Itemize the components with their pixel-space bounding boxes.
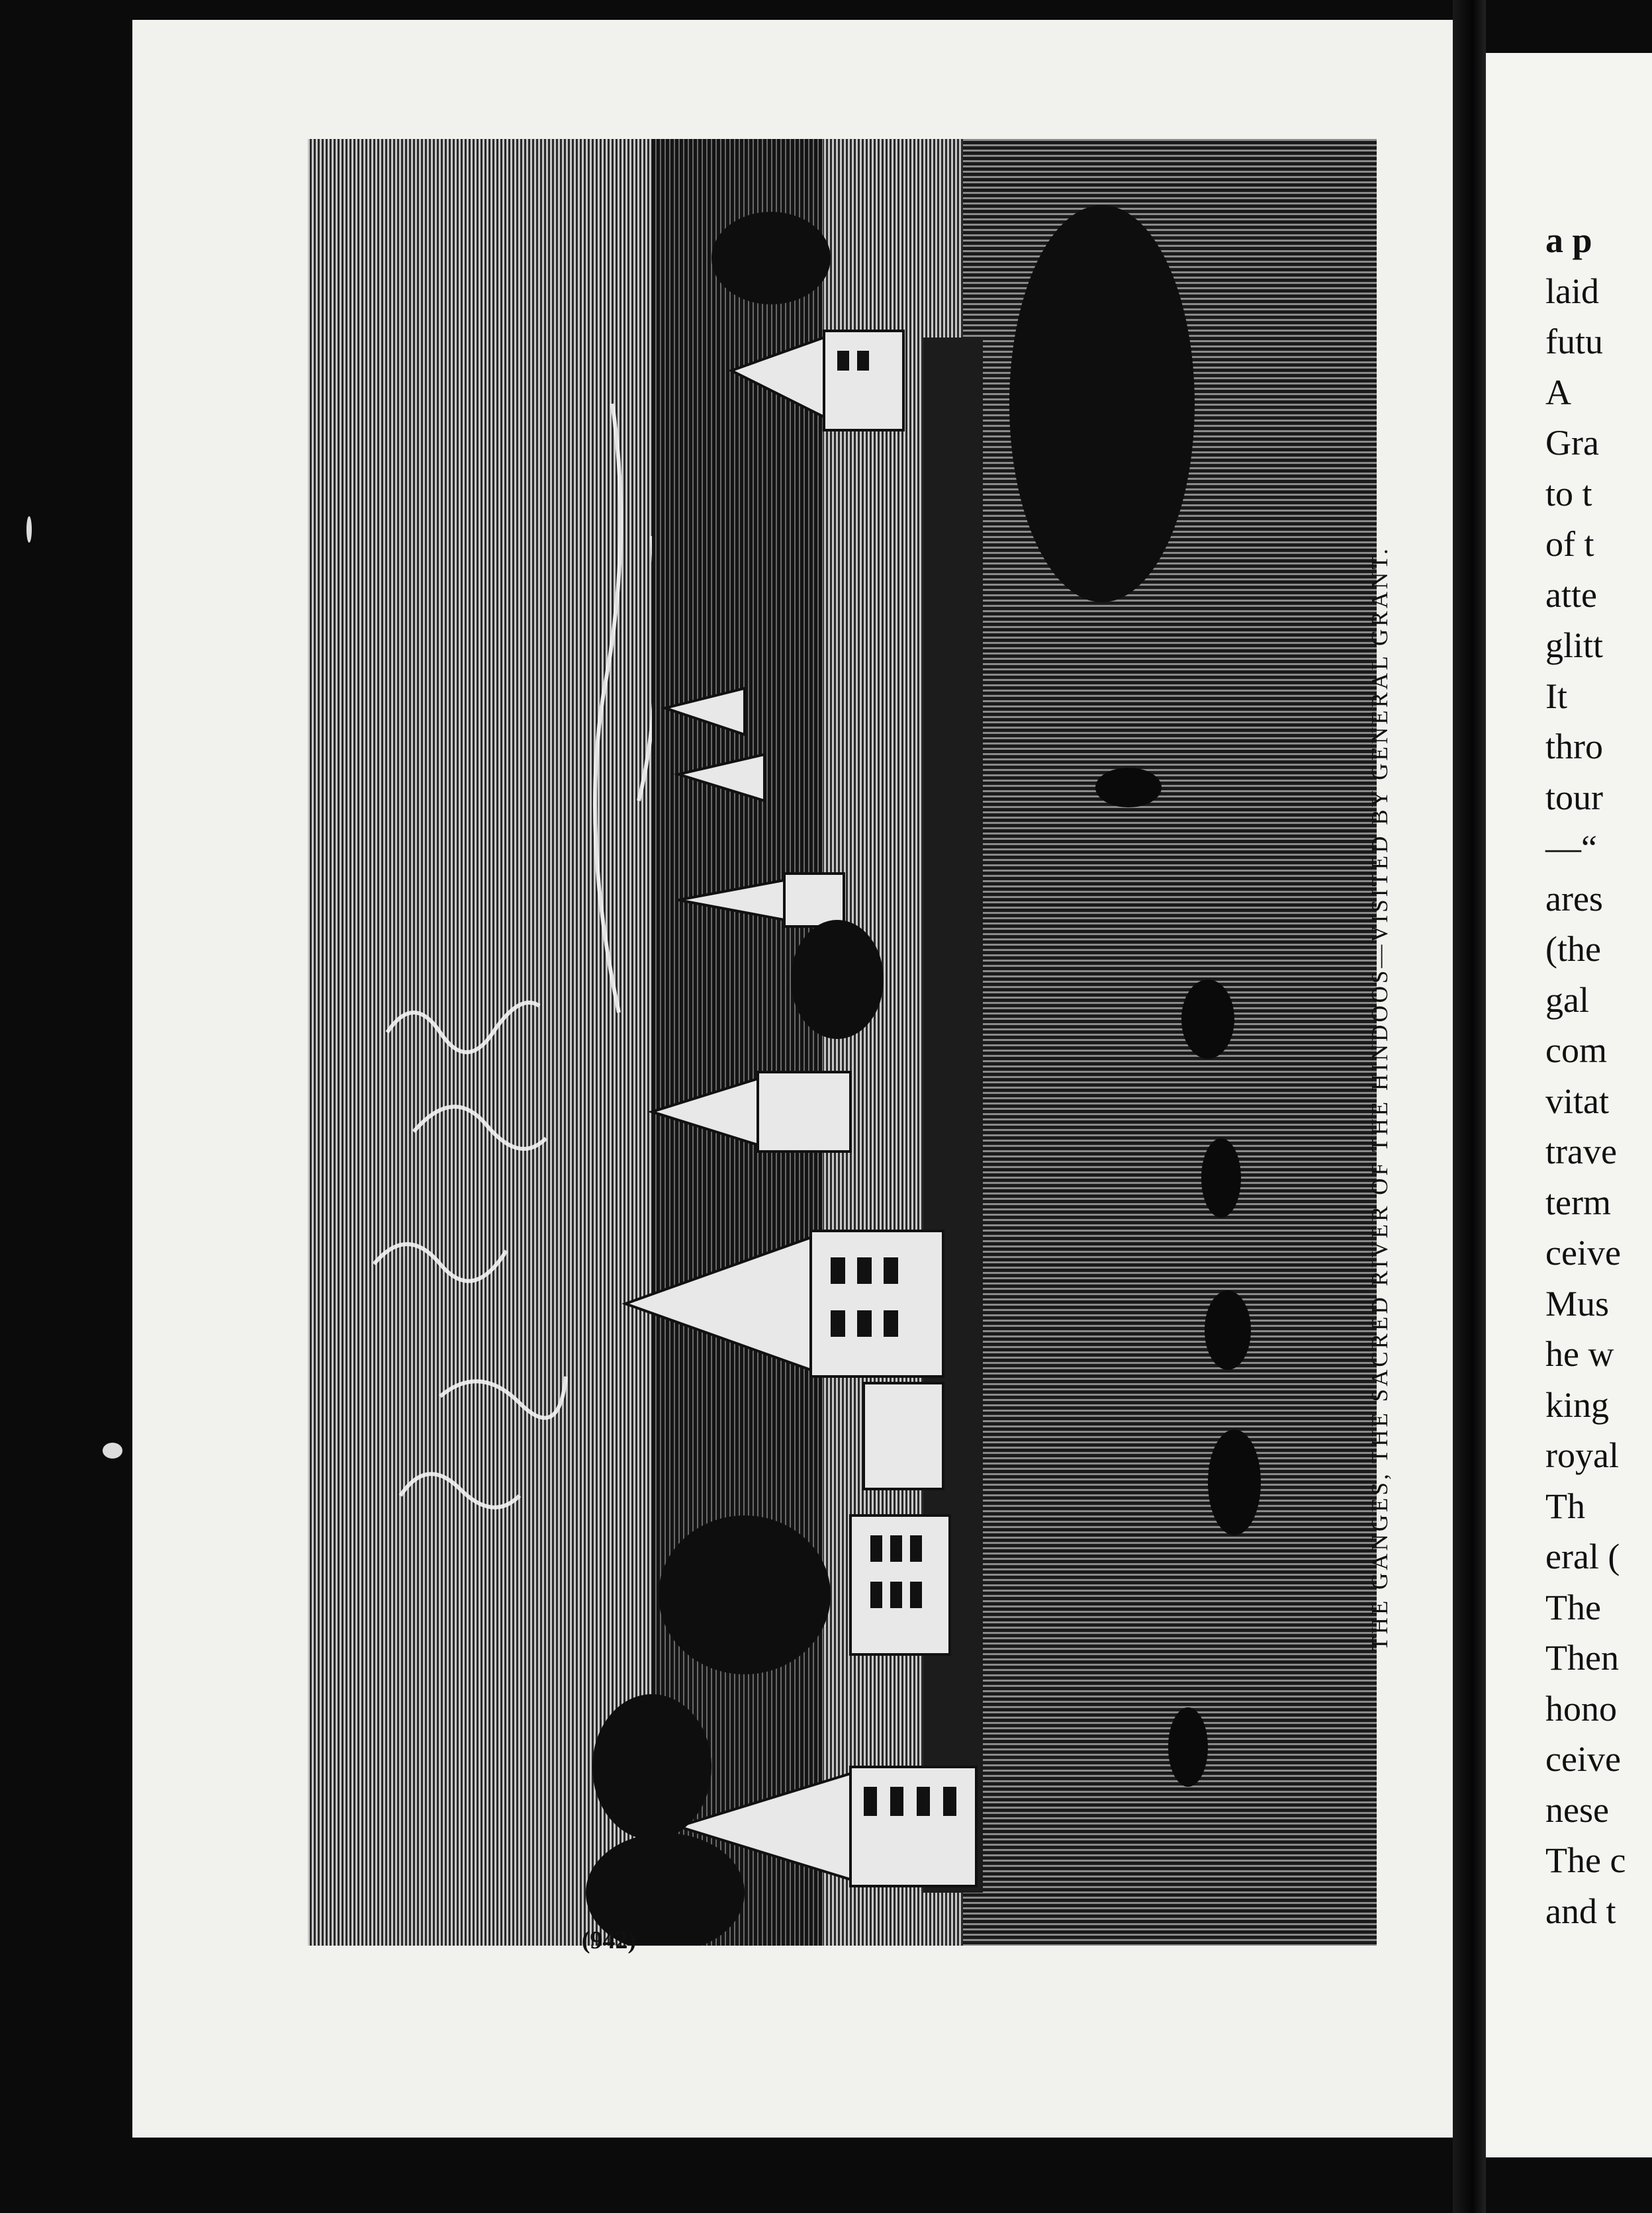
text-line: —“ [1545, 828, 1597, 868]
text-line: futu [1545, 322, 1603, 361]
text-line: trave [1545, 1132, 1617, 1171]
text-line: (the [1545, 929, 1601, 969]
caption-container [1350, 377, 1410, 1820]
text-line: to t [1545, 473, 1592, 514]
text-line: ceive [1545, 1739, 1621, 1779]
text-line: Th [1545, 1486, 1585, 1526]
text-line: atte [1545, 574, 1597, 615]
text-line: The c [1545, 1840, 1626, 1880]
text-line: It [1545, 676, 1567, 716]
text-line: Then [1545, 1638, 1619, 1678]
right-page-text [1545, 215, 1652, 1936]
text-line: a p [1545, 220, 1592, 260]
text-line: gal [1545, 979, 1589, 1020]
text-line: The [1545, 1587, 1601, 1627]
text-line: laid [1545, 271, 1599, 311]
text-line: ceive [1545, 1233, 1621, 1273]
text-line: ares [1545, 878, 1603, 919]
text-line: he w [1545, 1334, 1614, 1374]
text-line: royal [1545, 1435, 1619, 1475]
text-line: of t [1545, 524, 1594, 564]
text-line: glitt [1545, 625, 1604, 665]
book-gutter [1453, 0, 1486, 2213]
text-line: Gra [1545, 423, 1599, 463]
text-line: tour [1545, 777, 1603, 817]
text-line: A [1545, 372, 1571, 412]
text-line: king [1545, 1384, 1610, 1425]
text-line: Mus [1545, 1283, 1610, 1324]
text-line: term [1545, 1182, 1611, 1222]
page-number: (942) [581, 1926, 637, 1954]
text-line: hono [1545, 1688, 1617, 1729]
dust-speck [103, 1443, 122, 1459]
text-line: com [1545, 1030, 1607, 1070]
text-line: nese [1545, 1789, 1609, 1830]
text-line: eral ( [1545, 1537, 1620, 1576]
text-line: and t [1545, 1891, 1616, 1931]
dust-speck [26, 516, 32, 543]
ganges-engraving [308, 139, 1377, 1946]
text-line: vitat [1545, 1081, 1609, 1121]
text-line: thro [1545, 727, 1603, 766]
engraving-caption: THE GANGES, THE SACRED RIVER OF THE HINDOOS—VISITED BY GENERAL GRANT. [1367, 546, 1393, 1651]
